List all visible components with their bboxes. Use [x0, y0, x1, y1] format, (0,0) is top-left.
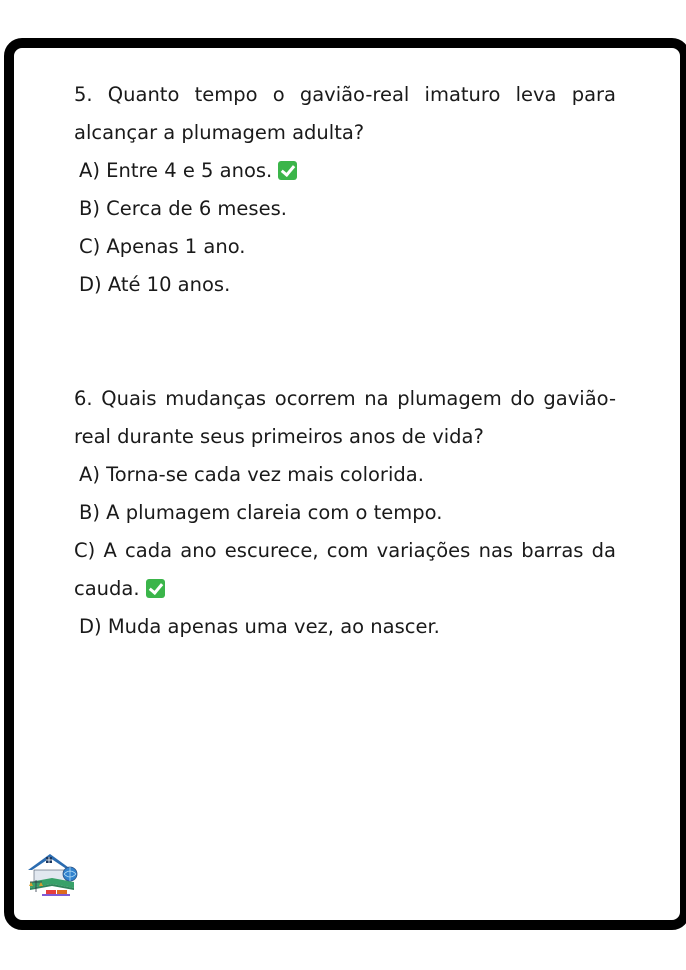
question-6-option-a [74, 456, 616, 494]
check-mark-icon [278, 161, 297, 180]
option-label: A) Entre 4 e 5 anos. [79, 159, 273, 182]
option-label: D) Muda apenas uma vez, ao nascer. [79, 615, 440, 638]
question-5-option-a [74, 152, 616, 190]
question-5-option-d [74, 266, 616, 304]
question-6-text: 6. Quais mudanças ocorrem na plumagem do gavião-real durante seus primeiros anos de vida? [74, 387, 616, 448]
question-6-option-c [74, 532, 616, 608]
check-mark-icon [146, 579, 165, 598]
option-label: D) Até 10 anos. [79, 273, 231, 296]
question-5-text: 5. Quanto tempo o gavião-real imaturo leva para alcançar a plumagem adulta? [74, 83, 616, 144]
question-6-option-b [74, 494, 616, 532]
spacer [74, 304, 616, 380]
option-label: C) Apenas 1 ano. [79, 235, 246, 258]
quiz-content [74, 76, 616, 646]
question-5-option-c [74, 228, 616, 266]
question-5-option-b [74, 190, 616, 228]
option-label: C) A cada ano escurece, com variações nas barras da cauda. [74, 539, 616, 600]
option-label: B) Cerca de 6 meses. [79, 197, 287, 220]
page-frame [4, 38, 686, 930]
option-label: A) Torna-se cada vez mais colorida. [79, 463, 424, 486]
option-label: B) A plumagem clareia com o tempo. [79, 501, 443, 524]
question-6-option-d [74, 608, 616, 646]
school-logo-icon [24, 848, 80, 898]
